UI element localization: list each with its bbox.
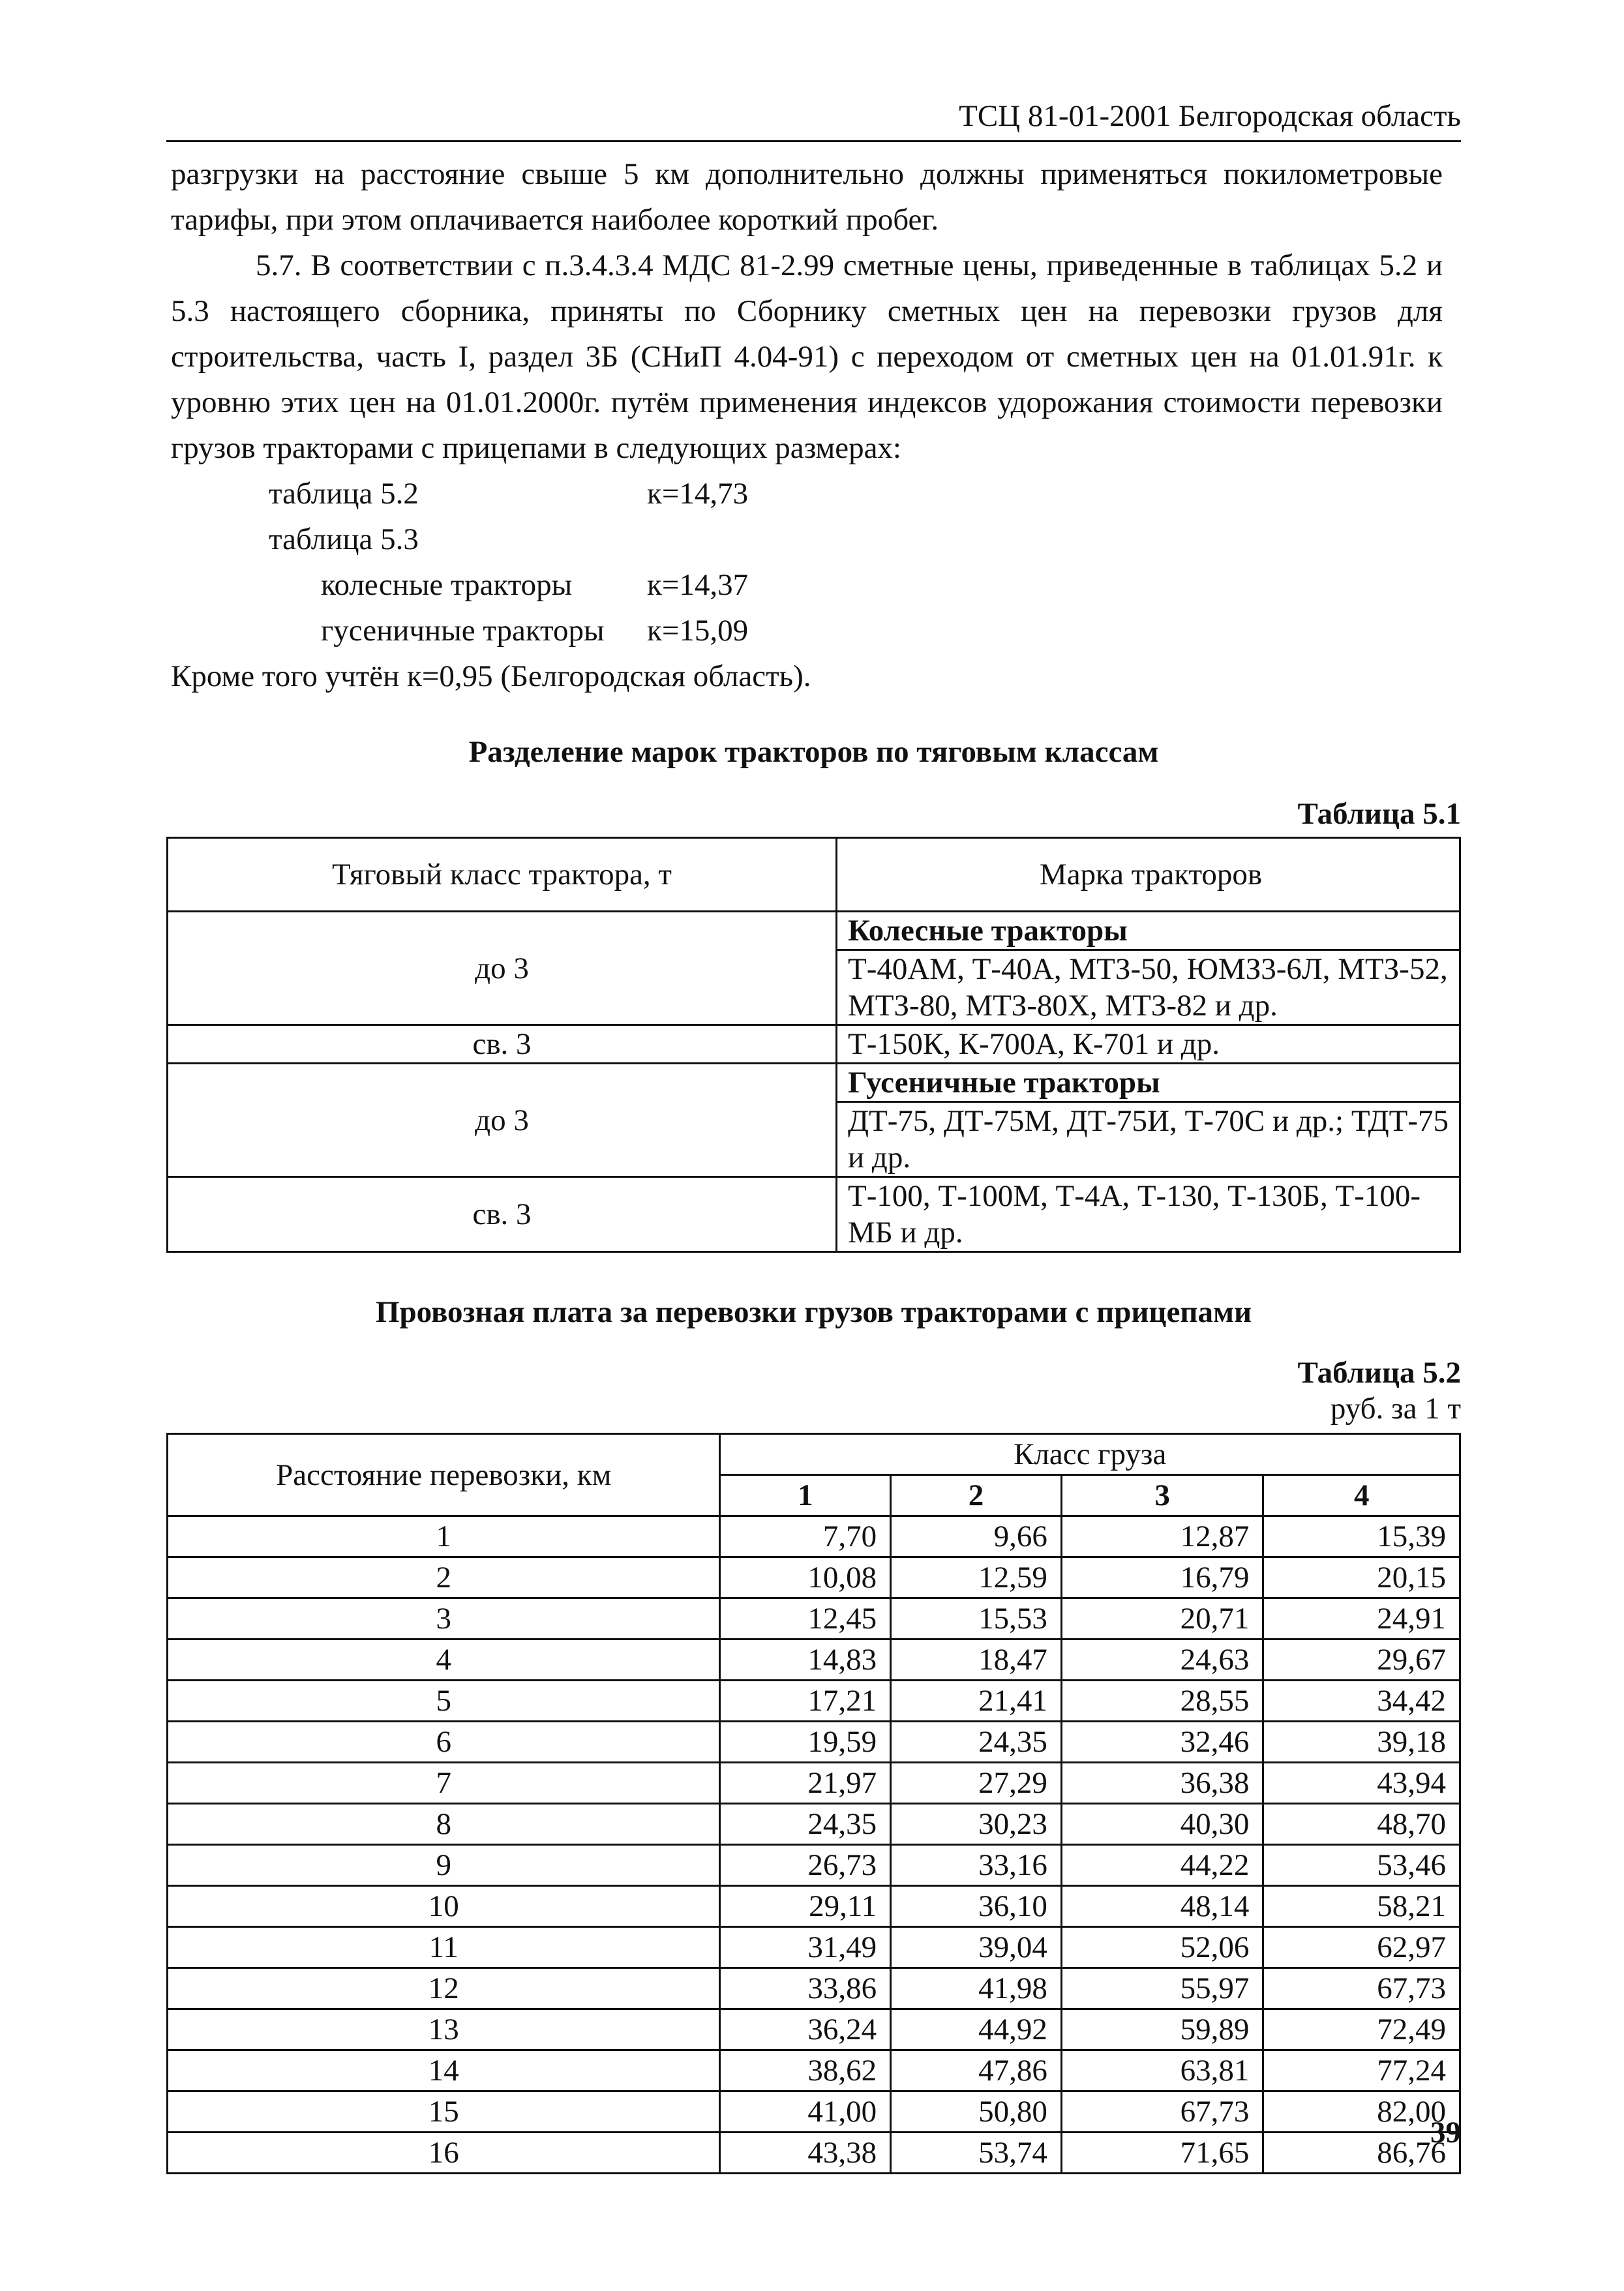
price-cell: 36,38 bbox=[1061, 1763, 1263, 1804]
header-rule bbox=[166, 140, 1461, 142]
group-heading-wheeled: Колесные тракторы bbox=[837, 912, 1460, 950]
price-cell: 19,59 bbox=[720, 1722, 891, 1763]
coefficient-value: к=15,09 bbox=[647, 614, 749, 648]
price-cell: 53,74 bbox=[891, 2133, 1062, 2174]
price-cell: 38,62 bbox=[720, 2050, 891, 2091]
table-row bbox=[168, 2050, 1460, 2091]
price-cell: 71,65 bbox=[1061, 2133, 1263, 2174]
running-header: ТСЦ 81-01-2001 Белгородская область bbox=[959, 99, 1461, 133]
price-cell: 7,70 bbox=[720, 1516, 891, 1557]
price-cell: 9,66 bbox=[891, 1516, 1062, 1557]
table-row bbox=[168, 2009, 1460, 2050]
class-header-cell: 1 bbox=[720, 1475, 891, 1516]
table-5-2-label: Таблица 5.2 bbox=[1297, 1356, 1461, 1390]
price-cell: 28,55 bbox=[1061, 1681, 1263, 1722]
coefficient-name: гусеничные тракторы bbox=[321, 614, 605, 648]
table-header-row bbox=[168, 838, 1460, 912]
distance-cell: 6 bbox=[168, 1722, 720, 1763]
table-5-1-label: Таблица 5.1 bbox=[1297, 797, 1461, 831]
page-number: 39 bbox=[1430, 2116, 1461, 2149]
price-cell: 36,24 bbox=[720, 2009, 891, 2050]
price-cell: 20,15 bbox=[1263, 1557, 1460, 1598]
distance-cell: 16 bbox=[168, 2133, 720, 2174]
coefficient-row bbox=[171, 562, 1443, 608]
price-cell: 39,18 bbox=[1263, 1722, 1460, 1763]
table-row bbox=[168, 1722, 1460, 1763]
class-header-cell: 3 bbox=[1061, 1475, 1263, 1516]
price-cell: 20,71 bbox=[1061, 1598, 1263, 1640]
price-cell: 52,06 bbox=[1061, 1927, 1263, 1968]
price-cell: 47,86 bbox=[891, 2050, 1062, 2091]
class-cell: св. 3 bbox=[168, 1177, 837, 1252]
distance-cell: 2 bbox=[168, 1557, 720, 1598]
table-row bbox=[168, 912, 1460, 950]
price-cell: 12,59 bbox=[891, 1557, 1062, 1598]
table-row bbox=[168, 1064, 1460, 1102]
table-row bbox=[168, 1968, 1460, 2009]
price-cell: 21,41 bbox=[891, 1681, 1062, 1722]
brand-cell: ДТ-75, ДТ-75М, ДТ-75И, Т-70С и др.; ТДТ-75 и др. bbox=[837, 1102, 1460, 1177]
price-cell: 32,46 bbox=[1061, 1722, 1263, 1763]
table-5-2-body bbox=[168, 1516, 1460, 2174]
table-row bbox=[168, 1640, 1460, 1681]
table-5-2-heading: Провозная плата за перевозки грузов тракторами с прицепами bbox=[375, 1295, 1252, 1329]
price-cell: 82,00 bbox=[1263, 2091, 1460, 2133]
distance-cell: 10 bbox=[168, 1886, 720, 1927]
coefficient-name: таблица 5.3 bbox=[269, 522, 419, 556]
table-row bbox=[168, 1804, 1460, 1845]
table-5-1 bbox=[166, 837, 1461, 1253]
cargo-class-header: Класс груза bbox=[720, 1434, 1460, 1475]
price-cell: 53,46 bbox=[1263, 1845, 1460, 1886]
group-heading-tracked: Гусеничные тракторы bbox=[837, 1064, 1460, 1102]
coefficient-row bbox=[171, 471, 1443, 517]
table-row bbox=[168, 1516, 1460, 1557]
price-cell: 58,21 bbox=[1263, 1886, 1460, 1927]
table-row bbox=[168, 1845, 1460, 1886]
class-header-cell: 4 bbox=[1263, 1475, 1460, 1516]
coefficient-row bbox=[171, 608, 1443, 653]
price-cell: 33,86 bbox=[720, 1968, 891, 2009]
price-cell: 48,70 bbox=[1263, 1804, 1460, 1845]
price-cell: 30,23 bbox=[891, 1804, 1062, 1845]
distance-cell: 5 bbox=[168, 1681, 720, 1722]
price-cell: 77,24 bbox=[1263, 2050, 1460, 2091]
table-row bbox=[168, 1886, 1460, 1927]
table-row bbox=[168, 2133, 1460, 2174]
price-cell: 59,89 bbox=[1061, 2009, 1263, 2050]
price-cell: 72,49 bbox=[1263, 2009, 1460, 2050]
class-cell: св. 3 bbox=[168, 1025, 837, 1064]
distance-cell: 14 bbox=[168, 2050, 720, 2091]
brand-cell: Т-150К, К-700А, К-701 и др. bbox=[837, 1025, 1460, 1064]
distance-cell: 3 bbox=[168, 1598, 720, 1640]
table-5-2-unit: руб. за 1 т bbox=[1330, 1392, 1461, 1426]
price-cell: 44,92 bbox=[891, 2009, 1062, 2050]
distance-cell: 15 bbox=[168, 2091, 720, 2133]
price-cell: 67,73 bbox=[1061, 2091, 1263, 2133]
table-row bbox=[168, 1025, 1460, 1064]
extra-note-row bbox=[171, 653, 1443, 699]
col-header-class: Тяговый класс трактора, т bbox=[168, 838, 837, 912]
price-cell: 86,76 bbox=[1263, 2133, 1460, 2174]
class-cell: до 3 bbox=[168, 1064, 837, 1177]
price-cell: 10,08 bbox=[720, 1557, 891, 1598]
distance-cell: 9 bbox=[168, 1845, 720, 1886]
class-cell: до 3 bbox=[168, 912, 837, 1025]
price-cell: 24,35 bbox=[891, 1722, 1062, 1763]
paragraph-5-7: 5.7. В соответствии с п.3.4.3.4 МДС 81-2.99 сметные цены, приведенные в таблицах 5.2 и 5.3 настоящего сборника, приняты по Сборнику сметных цен на перевозки грузов для строительства, часть I, раздел 3Б (СНиП 4.04-91) с переходом от сметных цен на 01.01.91г. к уровню этих цен на 01.01.2000г. путём применения индексов удорожания стоимости перевозки грузов тракторами с прицепами в следующих размерах: bbox=[171, 248, 1443, 465]
coefficient-list bbox=[171, 471, 1443, 699]
price-cell: 12,45 bbox=[720, 1598, 891, 1640]
price-cell: 36,10 bbox=[891, 1886, 1062, 1927]
price-cell: 24,91 bbox=[1263, 1598, 1460, 1640]
paragraph-continuation: разгрузки на расстояние свыше 5 км дополнительно должны применяться покилометровые тарифы, при этом оплачивается наиболее короткий пробег. bbox=[171, 157, 1443, 237]
price-cell: 34,42 bbox=[1263, 1681, 1460, 1722]
coefficient-value: к=14,73 bbox=[647, 477, 749, 511]
price-cell: 43,38 bbox=[720, 2133, 891, 2174]
price-cell: 48,14 bbox=[1061, 1886, 1263, 1927]
distance-header: Расстояние перевозки, км bbox=[168, 1434, 720, 1516]
coefficient-value: к=14,37 bbox=[647, 568, 749, 602]
price-cell: 44,22 bbox=[1061, 1845, 1263, 1886]
distance-cell: 8 bbox=[168, 1804, 720, 1845]
table-row bbox=[168, 2091, 1460, 2133]
price-cell: 62,97 bbox=[1263, 1927, 1460, 1968]
col-header-brand: Марка тракторов bbox=[837, 838, 1460, 912]
table-header-row bbox=[168, 1434, 1460, 1475]
price-cell: 15,53 bbox=[891, 1598, 1062, 1640]
price-cell: 39,04 bbox=[891, 1927, 1062, 1968]
price-cell: 17,21 bbox=[720, 1681, 891, 1722]
body-text bbox=[171, 151, 1443, 699]
table-row bbox=[168, 1177, 1460, 1252]
table-row bbox=[168, 1927, 1460, 1968]
table-5-1-heading: Разделение марок тракторов по тяговым классам bbox=[468, 735, 1159, 769]
price-cell: 16,79 bbox=[1061, 1557, 1263, 1598]
table-row bbox=[168, 1557, 1460, 1598]
distance-cell: 12 bbox=[168, 1968, 720, 2009]
distance-cell: 11 bbox=[168, 1927, 720, 1968]
distance-cell: 1 bbox=[168, 1516, 720, 1557]
class-header-cell: 2 bbox=[891, 1475, 1062, 1516]
brand-cell: Т-100, Т-100М, Т-4А, Т-130, Т-130Б, Т-100-МБ и др. bbox=[837, 1177, 1460, 1252]
price-cell: 31,49 bbox=[720, 1927, 891, 1968]
coefficient-row bbox=[171, 517, 1443, 562]
price-cell: 43,94 bbox=[1263, 1763, 1460, 1804]
brand-cell: Т-40АМ, Т-40А, МТЗ-50, ЮМЗ3-6Л, МТЗ-52, МТЗ-80, МТЗ-80Х, МТЗ-82 и др. bbox=[837, 950, 1460, 1025]
price-cell: 55,97 bbox=[1061, 1968, 1263, 2009]
price-cell: 24,63 bbox=[1061, 1640, 1263, 1681]
distance-cell: 4 bbox=[168, 1640, 720, 1681]
coefficient-name: таблица 5.2 bbox=[269, 477, 419, 511]
price-cell: 41,00 bbox=[720, 2091, 891, 2133]
price-cell: 18,47 bbox=[891, 1640, 1062, 1681]
distance-cell: 13 bbox=[168, 2009, 720, 2050]
table-row bbox=[168, 1763, 1460, 1804]
price-cell: 29,11 bbox=[720, 1886, 891, 1927]
price-cell: 27,29 bbox=[891, 1763, 1062, 1804]
price-cell: 40,30 bbox=[1061, 1804, 1263, 1845]
table-row bbox=[168, 1681, 1460, 1722]
price-cell: 15,39 bbox=[1263, 1516, 1460, 1557]
coefficient-name: колесные тракторы bbox=[321, 568, 573, 602]
table-row bbox=[168, 1598, 1460, 1640]
price-cell: 50,80 bbox=[891, 2091, 1062, 2133]
price-cell: 33,16 bbox=[891, 1845, 1062, 1886]
price-cell: 14,83 bbox=[720, 1640, 891, 1681]
price-cell: 41,98 bbox=[891, 1968, 1062, 2009]
distance-cell: 7 bbox=[168, 1763, 720, 1804]
price-cell: 21,97 bbox=[720, 1763, 891, 1804]
price-cell: 29,67 bbox=[1263, 1640, 1460, 1681]
price-cell: 67,73 bbox=[1263, 1968, 1460, 2009]
price-cell: 24,35 bbox=[720, 1804, 891, 1845]
price-cell: 26,73 bbox=[720, 1845, 891, 1886]
extra-note: Кроме того учтён к=0,95 (Белгородская область). bbox=[171, 659, 811, 693]
price-cell: 63,81 bbox=[1061, 2050, 1263, 2091]
table-5-2 bbox=[166, 1433, 1461, 2174]
price-cell: 12,87 bbox=[1061, 1516, 1263, 1557]
